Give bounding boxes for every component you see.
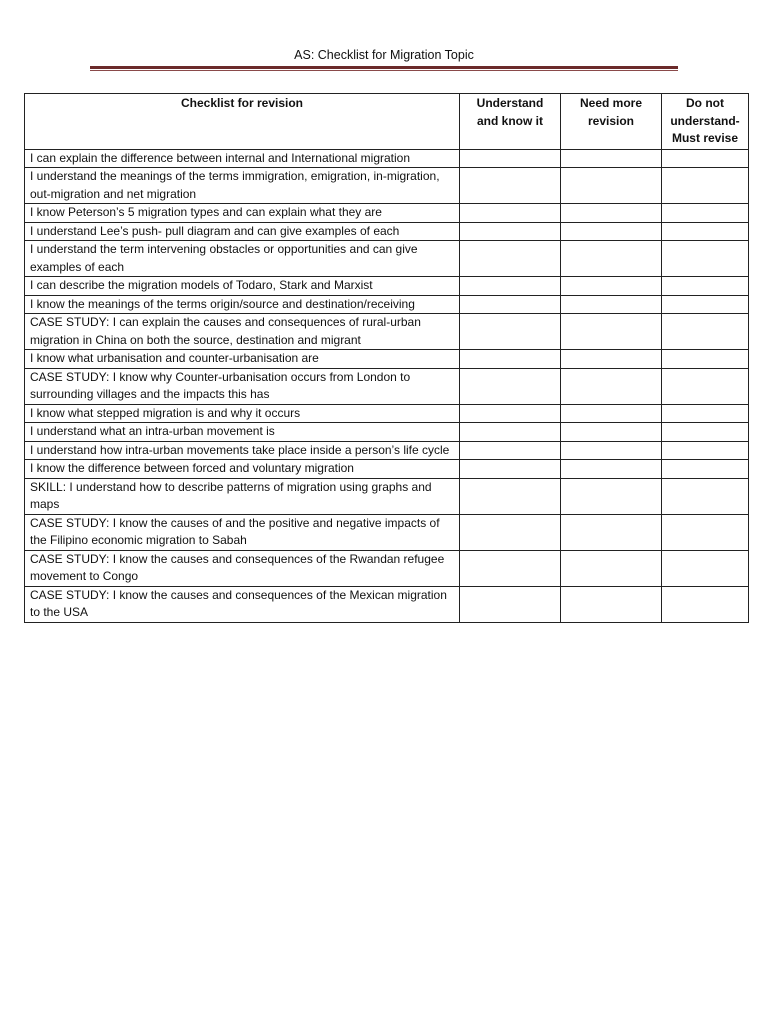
- checklist-item-text: I understand the term intervening obstacles or opportunities and can give examples of each: [25, 241, 460, 277]
- table-row: [25, 241, 749, 277]
- do-not-understand-checkbox-cell[interactable]: [662, 314, 749, 350]
- table-row: [25, 222, 749, 241]
- do-not-understand-checkbox-cell[interactable]: [662, 478, 749, 514]
- checklist-item-text: I understand Lee’s push- pull diagram and can give examples of each: [25, 222, 460, 241]
- understand-checkbox-cell[interactable]: [460, 168, 561, 204]
- do-not-understand-checkbox-cell[interactable]: [662, 277, 749, 296]
- do-not-understand-checkbox-cell[interactable]: [662, 404, 749, 423]
- need-revision-checkbox-cell[interactable]: [561, 295, 662, 314]
- need-revision-checkbox-cell[interactable]: [561, 168, 662, 204]
- need-revision-checkbox-cell[interactable]: [561, 404, 662, 423]
- understand-checkbox-cell[interactable]: [460, 550, 561, 586]
- understand-checkbox-cell[interactable]: [460, 222, 561, 241]
- checklist-item-text: I know the meanings of the terms origin/source and destination/receiving: [25, 295, 460, 314]
- need-revision-checkbox-cell[interactable]: [561, 514, 662, 550]
- checklist-body: [25, 149, 749, 622]
- header-checklist-for-revision: Checklist for revision: [25, 94, 460, 150]
- understand-checkbox-cell[interactable]: [460, 241, 561, 277]
- understand-checkbox-cell[interactable]: [460, 149, 561, 168]
- need-revision-checkbox-cell[interactable]: [561, 149, 662, 168]
- header-do-not-understand: Do not understand- Must revise: [662, 94, 749, 150]
- do-not-understand-checkbox-cell[interactable]: [662, 368, 749, 404]
- understand-checkbox-cell[interactable]: [460, 423, 561, 442]
- checklist-item-text: I know the difference between forced and voluntary migration: [25, 460, 460, 479]
- understand-checkbox-cell[interactable]: [460, 586, 561, 622]
- do-not-understand-checkbox-cell[interactable]: [662, 168, 749, 204]
- do-not-understand-checkbox-cell[interactable]: [662, 514, 749, 550]
- understand-checkbox-cell[interactable]: [460, 478, 561, 514]
- need-revision-checkbox-cell[interactable]: [561, 350, 662, 369]
- need-revision-checkbox-cell[interactable]: [561, 586, 662, 622]
- table-row: [25, 550, 749, 586]
- checklist-item-text: I understand what an intra-urban movement is: [25, 423, 460, 442]
- table-row: [25, 460, 749, 479]
- need-revision-checkbox-cell[interactable]: [561, 460, 662, 479]
- checklist-item-text: I understand the meanings of the terms immigration, emigration, in-migration, out-migration and net migration: [25, 168, 460, 204]
- do-not-understand-checkbox-cell[interactable]: [662, 586, 749, 622]
- understand-checkbox-cell[interactable]: [460, 368, 561, 404]
- do-not-understand-checkbox-cell[interactable]: [662, 460, 749, 479]
- need-revision-checkbox-cell[interactable]: [561, 550, 662, 586]
- table-row: [25, 586, 749, 622]
- need-revision-checkbox-cell[interactable]: [561, 222, 662, 241]
- checklist-item-text: CASE STUDY: I know the causes of and the positive and negative impacts of the Filipino economic migration to Sabah: [25, 514, 460, 550]
- header-understand-and-know-it: Understand and know it: [460, 94, 561, 150]
- table-row: [25, 423, 749, 442]
- understand-checkbox-cell[interactable]: [460, 514, 561, 550]
- understand-checkbox-cell[interactable]: [460, 204, 561, 223]
- understand-checkbox-cell[interactable]: [460, 314, 561, 350]
- revision-checklist-table: [24, 93, 749, 623]
- understand-checkbox-cell[interactable]: [460, 460, 561, 479]
- checklist-item-text: CASE STUDY: I know the causes and consequences of the Mexican migration to the USA: [25, 586, 460, 622]
- checklist-item-text: CASE STUDY: I can explain the causes and consequences of rural-urban migration in China on both the source, destination and migrant: [25, 314, 460, 350]
- checklist-item-text: I know Peterson’s 5 migration types and can explain what they are: [25, 204, 460, 223]
- table-row: [25, 478, 749, 514]
- checklist-item-text: CASE STUDY: I know the causes and consequences of the Rwandan refugee movement to Congo: [25, 550, 460, 586]
- table-row: [25, 514, 749, 550]
- table-row: [25, 368, 749, 404]
- checklist-item-text: CASE STUDY: I know why Counter-urbanisation occurs from London to surrounding villages and the impacts this has: [25, 368, 460, 404]
- table-row: [25, 277, 749, 296]
- table-row: [25, 404, 749, 423]
- understand-checkbox-cell[interactable]: [460, 350, 561, 369]
- header-rule-thin: [90, 70, 678, 71]
- understand-checkbox-cell[interactable]: [460, 277, 561, 296]
- header-rule-thick: [90, 66, 678, 69]
- table-row: [25, 168, 749, 204]
- table-row: [25, 314, 749, 350]
- do-not-understand-checkbox-cell[interactable]: [662, 295, 749, 314]
- table-row: [25, 441, 749, 460]
- table-row: [25, 350, 749, 369]
- need-revision-checkbox-cell[interactable]: [561, 368, 662, 404]
- understand-checkbox-cell[interactable]: [460, 295, 561, 314]
- table-row: [25, 204, 749, 223]
- checklist-item-text: I know what stepped migration is and why it occurs: [25, 404, 460, 423]
- do-not-understand-checkbox-cell[interactable]: [662, 441, 749, 460]
- understand-checkbox-cell[interactable]: [460, 404, 561, 423]
- need-revision-checkbox-cell[interactable]: [561, 423, 662, 442]
- table-row: [25, 295, 749, 314]
- do-not-understand-checkbox-cell[interactable]: [662, 241, 749, 277]
- checklist-item-text: I know what urbanisation and counter-urbanisation are: [25, 350, 460, 369]
- understand-checkbox-cell[interactable]: [460, 441, 561, 460]
- do-not-understand-checkbox-cell[interactable]: [662, 350, 749, 369]
- need-revision-checkbox-cell[interactable]: [561, 441, 662, 460]
- checklist-item-text: SKILL: I understand how to describe patterns of migration using graphs and maps: [25, 478, 460, 514]
- document-title: AS: Checklist for Migration Topic: [294, 48, 474, 62]
- do-not-understand-checkbox-cell[interactable]: [662, 423, 749, 442]
- do-not-understand-checkbox-cell[interactable]: [662, 204, 749, 223]
- checklist-item-text: I can describe the migration models of Todaro, Stark and Marxist: [25, 277, 460, 296]
- table-header-row: [25, 94, 749, 150]
- header-need-more-revision: Need more revision: [561, 94, 662, 150]
- need-revision-checkbox-cell[interactable]: [561, 478, 662, 514]
- table-row: [25, 149, 749, 168]
- need-revision-checkbox-cell[interactable]: [561, 277, 662, 296]
- do-not-understand-checkbox-cell[interactable]: [662, 222, 749, 241]
- need-revision-checkbox-cell[interactable]: [561, 314, 662, 350]
- do-not-understand-checkbox-cell[interactable]: [662, 149, 749, 168]
- do-not-understand-checkbox-cell[interactable]: [662, 550, 749, 586]
- checklist-item-text: I can explain the difference between internal and International migration: [25, 149, 460, 168]
- checklist-item-text: I understand how intra-urban movements take place inside a person’s life cycle: [25, 441, 460, 460]
- need-revision-checkbox-cell[interactable]: [561, 204, 662, 223]
- need-revision-checkbox-cell[interactable]: [561, 241, 662, 277]
